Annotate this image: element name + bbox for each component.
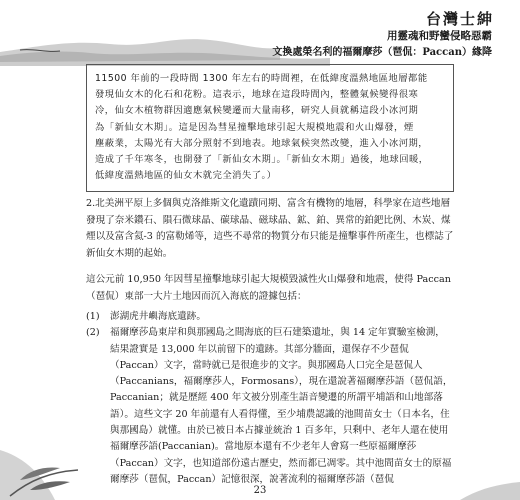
header-subtitle: 用靈魂和野蠻侵略惡霸 bbox=[387, 30, 492, 42]
list-item-text: 澎湖虎井嶼海底遺跡。 bbox=[110, 311, 206, 322]
paragraph-intro: 這公元前 10,950 年因彗星撞擊地球引起大規模毀滅性火山爆發和地震，使得 Paccan（琶侃）東部一大片土地因而沉入海底的證據包括： bbox=[86, 274, 451, 302]
quote-line: 塵蔽業，太陽光有大部分照射不到地表。地球氣候突然改變，進入小冰河期， bbox=[95, 137, 429, 149]
quote-line: 造成了千年寒冬，也開發了「新仙女木期」。「新仙女木期」過後，地球回暖， bbox=[95, 154, 429, 166]
quote-line: 發現仙女木的化石和花粉。這表示，地球在這段時間內，整體氣候變得很寒 bbox=[95, 89, 419, 101]
paragraph-evidence-2: 2.北美洲平原上多個與克洛維斯文化遺蹟同期、富含有機物的地層，科學家在這些地層發現了奈米鑽石、隕石微球晶、碳球晶、磁球晶、鉱、鉑、異常的鉑鈀比例、木炭、煤煙以及富含氦-3 的富勒烯等，這些不尋常的物質分布只能是撞擊事件所產生，也標誌了新仙女木期的起始。 bbox=[86, 198, 454, 260]
page-number: 23 bbox=[253, 485, 267, 496]
list-item-number: (1) bbox=[86, 311, 100, 322]
quote-line: 為「新仙女木期」。這是因為彗星撞擊地球引起大規模地震和火山爆發，煙 bbox=[95, 121, 414, 133]
quote-line: 11500 年前的一段時間 1300 年左右的時間裡，在低緯度溫熱地區地層都能 bbox=[95, 73, 428, 84]
chapter-title: 文換處榮名利的福爾摩莎（琶侃：Paccan）緣降 bbox=[272, 47, 492, 58]
quote-line: 冷，仙女木植物群因適應氣候變遷而大量南移，研究人員就稱這段小冰河期 bbox=[95, 105, 419, 117]
quote-box bbox=[86, 64, 454, 192]
list-item-text: 福爾摩莎島東岸和與那國島之間海底的巨石建築遺址，與 14 定年實驗室檢測，結果證實是 13,000 年以前留下的遺跡。其部分牆面，還保存不少琶侃（Paccan）文字，當時就已是很進步的文字。與那國島人口完全是琶侃人（Paccanians，福爾摩莎人，Formosans），現在還說著福爾摩莎語（琶侃語，Paccanian；就是歷經 400 年文被分別產生語音變遷的所謂平埔語和山地部落語）。這些文字 20 年前還有人看得懂，至少埔農認識的池間苗女士（日本名，住與那國島）就懂。由於已被日本占據並統治 1 百多年，只剩中、老年人還在使用福爾摩莎語(Paccanian)。當地原本還有不少老年人會寫一些原福爾摩莎（Paccan）文字，也知道部份遠古歷史，然而都已凋零。其中池間苗女士的原福爾摩莎（琶侃，Paccan）記憶很深，說著流利的福爾摩莎語（琶侃 bbox=[110, 327, 453, 485]
list-item bbox=[86, 309, 454, 325]
header-title: 台灣士紳 bbox=[425, 10, 494, 28]
list-item-number: (2) bbox=[86, 327, 100, 339]
quote-line: 低緯度溫熱地區的仙女木就完全消失了。） bbox=[95, 170, 277, 182]
